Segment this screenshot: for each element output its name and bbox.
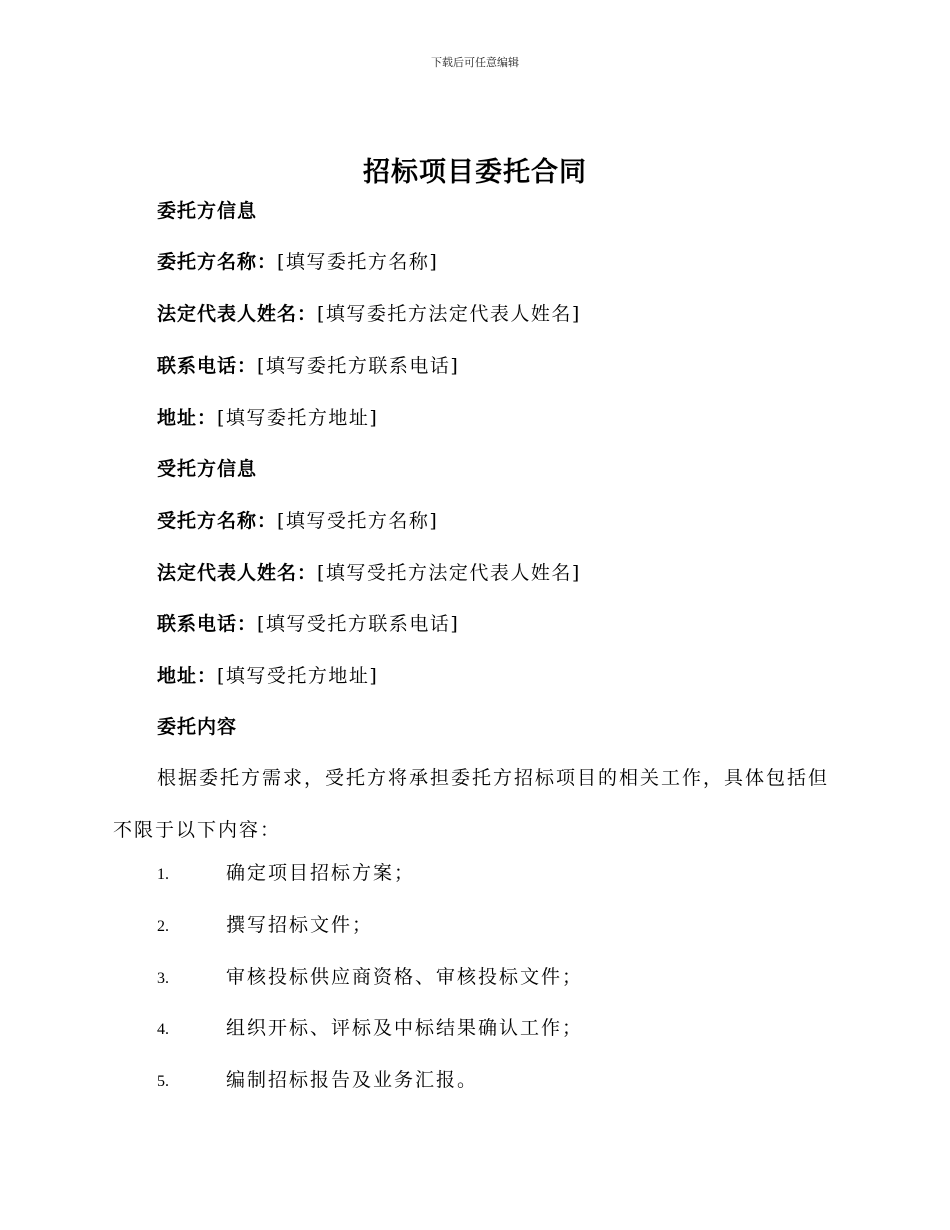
list-item-number: 2. [157, 918, 169, 935]
client-rep-label: 法定代表人姓名： [157, 303, 318, 325]
list-item-number: 4. [157, 1021, 169, 1038]
list-item-text: 审核投标供应商资格、审核投标文件； [226, 966, 584, 988]
agent-name-row [157, 508, 438, 534]
list-item [157, 860, 415, 888]
list-item-text: 组织开标、评标及中标结果确认工作； [226, 1017, 584, 1039]
agent-rep-label: 法定代表人姓名： [157, 562, 318, 584]
client-name-value: [填写委托方名称] [277, 251, 439, 273]
list-item [157, 912, 373, 940]
client-address-value: [填写委托方地址] [217, 407, 379, 429]
agent-name-label: 受托方名称： [157, 510, 278, 532]
list-item [157, 964, 583, 992]
agent-phone-label: 联系电话： [157, 613, 258, 635]
agent-phone-value: [填写受托方联系电话] [257, 613, 460, 635]
agent-rep-value: [填写受托方法定代表人姓名] [317, 562, 581, 584]
client-name-row [157, 249, 438, 275]
agent-section-heading: 受托方信息 [157, 458, 258, 480]
page-header-note: 下载后可任意编辑 [431, 56, 519, 69]
client-section-heading: 委托方信息 [157, 200, 258, 222]
list-item-number: 3. [157, 970, 169, 987]
agent-phone-row [157, 611, 459, 637]
list-item-number: 1. [157, 866, 169, 883]
agent-rep-row [157, 560, 581, 586]
client-phone-row [157, 353, 459, 379]
client-address-label: 地址： [157, 407, 218, 429]
agent-address-label: 地址： [157, 665, 218, 687]
list-item-text: 确定项目招标方案； [226, 862, 416, 884]
client-rep-value: [填写委托方法定代表人姓名] [317, 303, 581, 325]
content-paragraph: 根据委托方需求，受托方将承担委托方招标项目的相关工作，具体包括但不限于以下内容： [113, 767, 830, 841]
document-title: 招标项目委托合同 [363, 157, 587, 188]
agent-address-value: [填写受托方地址] [217, 665, 379, 687]
agent-address-row [157, 663, 378, 689]
content-section-heading: 委托内容 [157, 716, 238, 738]
list-item [157, 1015, 583, 1043]
client-address-row [157, 405, 378, 431]
client-phone-label: 联系电话： [157, 355, 258, 377]
client-name-label: 委托方名称： [157, 251, 278, 273]
client-rep-row [157, 301, 581, 327]
client-phone-value: [填写委托方联系电话] [257, 355, 460, 377]
list-item-number: 5. [157, 1073, 169, 1090]
list-item [157, 1067, 478, 1095]
agent-name-value: [填写受托方名称] [277, 510, 439, 532]
list-item-text: 编制招标报告及业务汇报。 [226, 1069, 479, 1091]
list-item-text: 撰写招标文件； [226, 914, 374, 936]
